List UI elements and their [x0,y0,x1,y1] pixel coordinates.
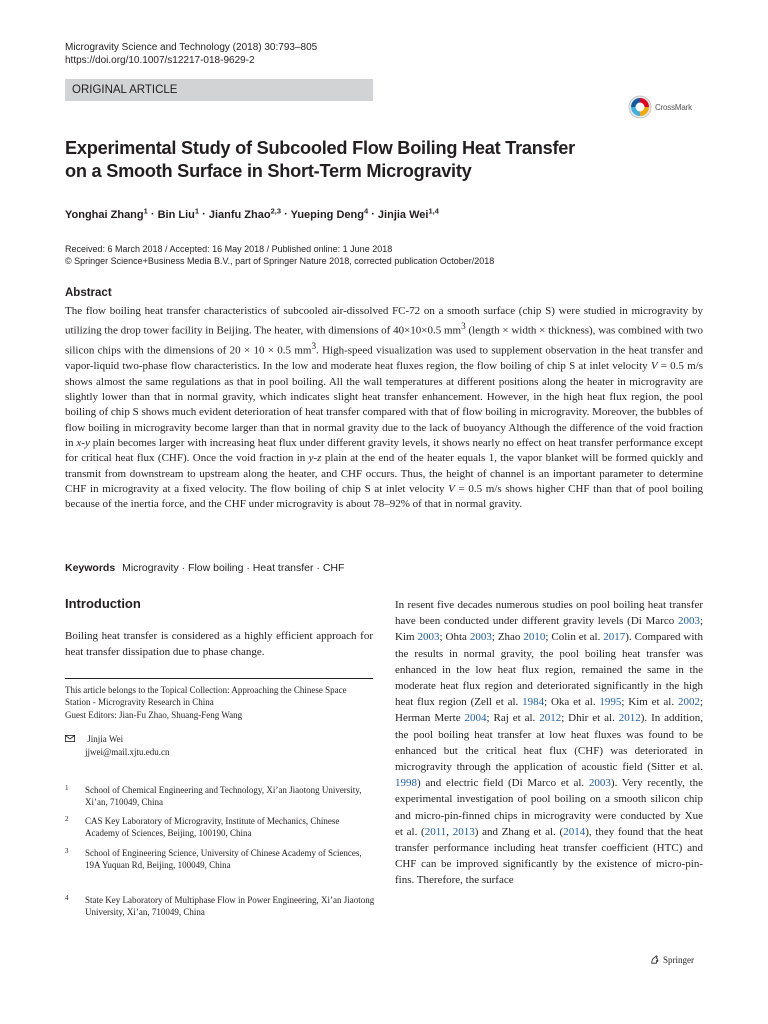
title-line-2: on a Smooth Surface in Short-Term Microgravity [65,161,472,181]
citation-link[interactable]: 2013 [452,825,475,838]
corresponding-author-name: Jinjia Wei [87,734,124,744]
crossmark-icon [628,95,652,119]
author[interactable]: Yonghai Zhang$^1$ [65,206,148,221]
received-accepted-dates: Received: 6 March 2018 / Accepted: 16 May 2018 / Published online: 1 June 2018 [65,244,393,254]
citation-link[interactable]: 2003 [677,615,700,628]
citation-link[interactable]: 2004 [464,712,487,725]
footnote-divider [65,678,373,679]
citation-link[interactable]: 2003 [469,631,492,644]
abstract-body: The flow boiling heat transfer characteristics of subcooled air-dissolved FC-72 on a smooth surface (chip S) were studied in microgravity by utilizing the drop tower facility in Beijing. The heater, with dimensions of 40×10×0.5 $mm^3$ (length × width × thickness), was combined with two silicon chips with the dimensions of 20 × 10 × 0.5 $mm^3$. High-speed visualization was used to supplement observation in the heat transfer and vapor-liquid two-phase flow characteristics. In the low and moderate heat fluxes region, the flow boiling of chip S at inlet velocity V = 0.5 m/s shows almost the same regulations as that in pool boiling. All the wall temperatures at different positions along the heater in microgravity are slightly lower than that in normal gravity, which indicates slight heat transfer enhancement. However, in the high heat flux region, the pool boiling of chip S shows much evident deterioration of heat transfer compared with that of flow boiling in microgravity. Moreover, the bubbles of flow boiling in microgravity become larger than that in normal gravity due to the lack of buoyancy Although the difference of the void fraction in x-y plain becomes larger with increasing heat flux under different gravity levels, it shows nearly no effect on heat transfer performance except for critical heat flux (CHF). Once the void fraction in y-z plain at the end of the heater equals 1, the vapor blanket will be formed quickly and transmit from downstream to upstream along the heater, and CHF occurs. Thus, the height of channel is an important parameter to determine CHF in microgravity at a fixed velocity. The flow boiling of chip S at inlet velocity V = 0.5 m/s shows higher CHF than that of pool boiling because of the inertia force, and the CHF under microgravity is about 78–92% of that in normal gravity. [65,305,703,511]
keywords-list: Microgravity · Flow boiling · Heat transfer · CHF [122,562,345,574]
citation-link[interactable]: 2011 [424,825,447,838]
keywords-label: Keywords [65,562,116,574]
title-line-1: Experimental Study of Subcooled Flow Boiling Heat Transfer [65,138,575,158]
citation-link[interactable]: 2017 [603,631,626,644]
journal-header [65,41,317,67]
citation-link[interactable]: 2012 [539,712,562,725]
citation-link[interactable]: 2010 [523,631,546,644]
topical-collection-note [65,684,373,721]
citation-link[interactable]: 1998 [395,777,417,790]
article-type-label: ORIGINAL ARTICLE [72,84,178,96]
envelope-icon [65,733,77,746]
copyright-line: © Springer Science+Business Media B.V., part of Springer Nature 2018, corrected publication October/2018 [65,256,495,266]
citation-link[interactable]: 2003 [417,631,440,644]
corresponding-author-email[interactable]: jjwei@mail.xjtu.edu.cn [85,747,170,757]
article-type-banner [65,79,373,101]
author[interactable]: Yueping Deng$^4$ [290,206,369,221]
author[interactable]: Jianfu Zhao$^{2,3}$ [208,206,282,221]
intro-paragraph: Boiling heat transfer is considered as a highly efficient approach for heat transfer dissipation due to phase change. [65,630,373,658]
author-separator: · [284,208,291,221]
author-separator: · [150,208,158,221]
author-separator: · [371,208,378,221]
guest-editors: Guest Editors: Jian-Fu Zhao, Shuang-Feng Wang [65,709,243,720]
keywords [65,562,344,574]
citation-link[interactable]: 2012 [618,712,641,725]
corresponding-author [65,733,170,759]
author-list [65,204,705,222]
article-title [65,137,625,183]
abstract-heading: Abstract [65,287,112,299]
publisher-footer [649,954,694,965]
intro-column-2-paragraph: In resent five decades numerous studies on pool boiling heat transfer have been conducted under different gravity levels (Di Marco 2003; Kim 2003; Ohta 2003; Zhao 2010; Colin et al. 2017). Compared with the results in normal gravity, the pool boiling heat transfer was enhanced in the low heat flux region, remained the same in the moderate heat flux region and deteriorated significantly in the high heat flux region (Zell et al. 1984; Oka et al. 1995; Kim et al. 2002; Herman Merte 2004; Raj et al. 2012; Dhir et al. 2012). In addition, the pool boiling heat transfer at low heat fluxes was found to be enhanced but the critical heat flux (CHF) was deteriorated in microgravity through the application of acoustic field (Sitter et al. 1998) and electric field (Di Marco et al. 2003). Very recently, the experimental investigation of pool boiling on a smooth silicon chip and micro-pin-finned chips in microgravity were conducted by Xue et al. (2011, 2013) and Zhang et al. (2014), they found that the heat transfer performance including heat transfer coefficient (HTC) and CHF can be improved significantly by the existence of micro-pin-fins. Therefore, the surface [395,599,703,887]
section-heading-introduction: Introduction [65,596,141,611]
crossmark-badge[interactable] [628,93,706,121]
author[interactable]: Jinjia Wei$^{1,4}$ [377,206,439,221]
citation-link[interactable]: 1984 [522,696,545,709]
publication-dates [65,243,494,267]
springer-horse-icon [649,954,660,965]
collection-text: This article belongs to the Topical Collection: Approaching the Chinese Space Station - Microgravity Research in China [65,685,347,708]
publisher-name: Springer [663,954,694,965]
crossmark-label: CrossMark [655,102,692,112]
citation-link[interactable]: 2003 [588,777,611,790]
author-separator: · [202,208,209,221]
journal-citation: Microgravity Science and Technology (2018) 30:793–805 [65,42,318,53]
citation-link[interactable]: 2014 [563,825,586,838]
author[interactable]: Bin Liu$^1$ [157,206,200,221]
doi-link[interactable]: https://doi.org/10.1007/s12217-018-9629-2 [65,55,255,66]
citation-link[interactable]: 1995 [599,696,622,709]
citation-link[interactable]: 2002 [677,696,700,709]
